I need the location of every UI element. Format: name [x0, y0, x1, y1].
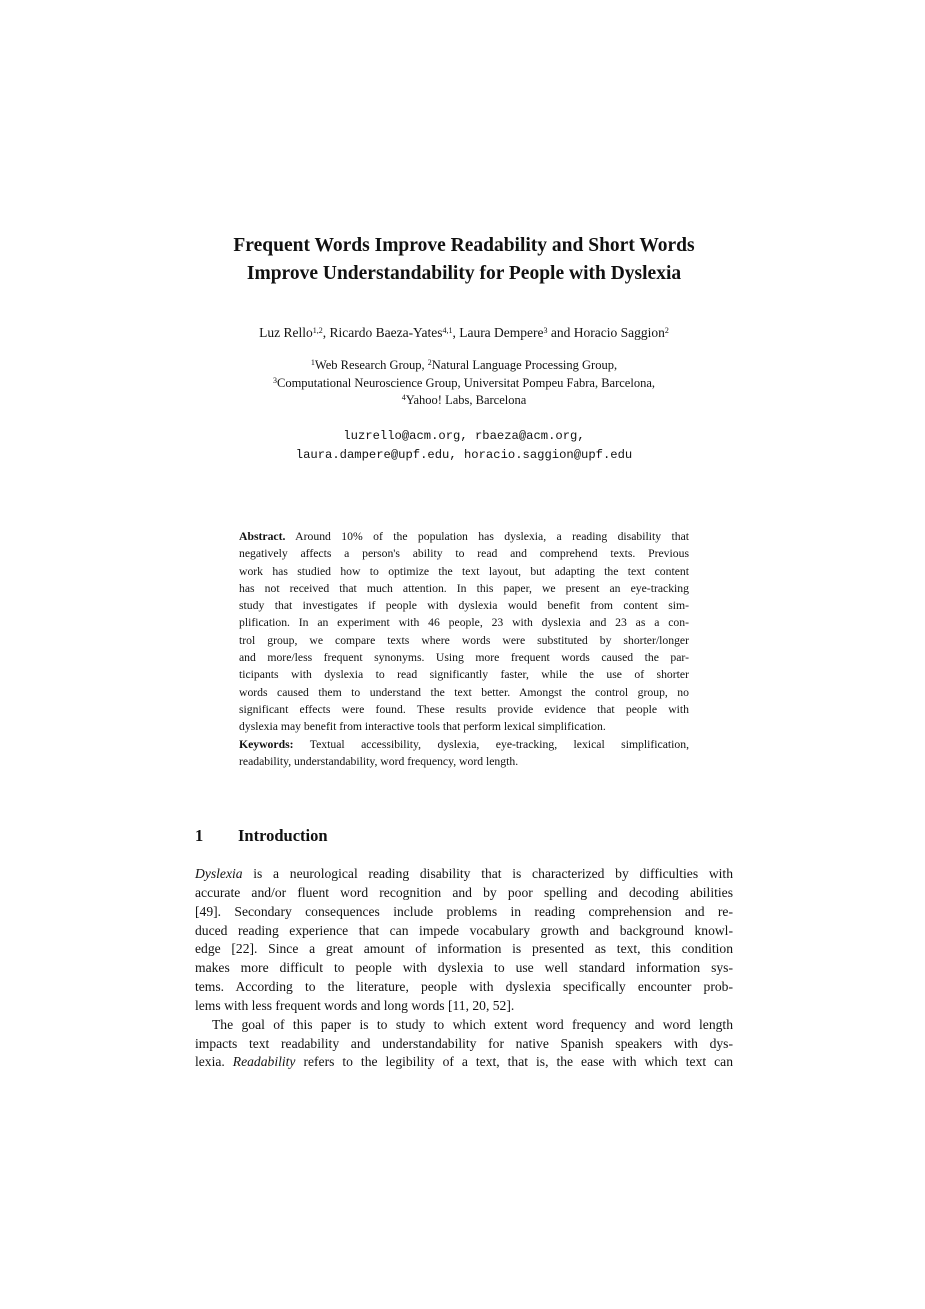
emphasis-term: Dyslexia: [195, 866, 243, 881]
abstract-line: study that investigates if people with dyslexia would benefit from content sim-: [239, 599, 689, 613]
author-separator: and: [547, 325, 574, 340]
affiliation-text: Natural Language Processing Group,: [431, 358, 618, 372]
abstract-line: trol group, we compare texts where words were substituted by shorter/longer: [239, 633, 689, 647]
abstract-line: negatively affects a person's ability to read and comprehend texts. Previous: [239, 547, 689, 561]
abstract-text: Around 10% of the population has dyslexia, a reading disability that: [285, 530, 689, 543]
email-line-1: luzrello@acm.org, rbaeza@acm.org,: [343, 429, 585, 443]
email-line-2: laura.dampere@upf.edu, horacio.saggion@upf.edu: [295, 448, 633, 462]
affiliation-line-3: [150, 392, 778, 410]
author-name: Luz Rello: [259, 325, 313, 340]
keywords-label: Keywords:: [239, 737, 294, 751]
affiliation-marker: 2: [427, 358, 432, 367]
author-separator: ,: [452, 325, 460, 340]
body-text: [195, 865, 733, 1072]
keywords-line: readability, understandability, word frequency, word length.: [239, 754, 519, 768]
affiliation-marker: 1: [310, 358, 315, 367]
body-line: [195, 1053, 733, 1072]
author-affiliation-marker: 4,1: [442, 326, 453, 335]
abstract-line: plification. In an experiment with 46 people, 23 with dyslexia and 23 as a con-: [239, 616, 689, 630]
section-title: Introduction: [238, 826, 328, 845]
body-line-text: refers to the legibility of a text, that is, the ease with which text can: [295, 1054, 733, 1070]
body-line: tems. According to the literature, people with dyslexia specifically encounter prob-: [195, 979, 733, 995]
body-line: The goal of this paper is to study to which extent word frequency and word length: [212, 1016, 733, 1032]
author-affiliation-marker: 3: [543, 326, 548, 335]
affiliation-marker: 3: [272, 375, 277, 385]
keywords-line: [239, 736, 689, 753]
abstract-line: [239, 528, 689, 545]
keywords-text: Textual accessibility, dyslexia, eye-tracking, lexical simplification,: [293, 737, 689, 751]
body-line: lems with less frequent words and long words [11, 20, 52].: [195, 997, 515, 1013]
section-number: 1: [195, 826, 204, 845]
emphasis-term: Readability: [232, 1054, 296, 1070]
section-heading: [195, 825, 328, 847]
abstract: [239, 528, 689, 770]
affiliation-text: Yahoo! Labs, Barcelona: [405, 393, 527, 407]
affiliation-line-1: [150, 357, 778, 375]
abstract-line: and more/less frequent synonyms. Using more frequent words caused the par-: [239, 651, 689, 665]
abstract-label: Abstract.: [239, 530, 286, 543]
body-line: makes more difficult to people with dyslexia to use well standard information sys-: [195, 960, 733, 976]
author-name: Ricardo Baeza-Yates: [329, 325, 443, 340]
title-line-2: Improve Understandability for People with Dyslexia: [246, 263, 682, 284]
author-name: Laura Dempere: [459, 325, 544, 340]
body-line: duced reading experience that can impede vocabulary growth and background knowl-: [195, 922, 733, 938]
affiliation-line-2: [150, 375, 778, 393]
affiliations: [150, 357, 778, 410]
abstract-line: words caused them to understand the text better. Amongst the control group, no: [239, 685, 689, 699]
body-line: [49]. Secondary consequences include problems in reading comprehension and re-: [195, 903, 733, 919]
affiliation-marker: 4: [401, 393, 406, 402]
body-line: impacts text readability and understandability for native Spanish speakers with dys-: [195, 1035, 733, 1051]
abstract-line: ticipants with dyslexia to read significantly faster, while the use of shorter: [239, 668, 689, 682]
author-emails: [150, 427, 778, 465]
author-affiliation-marker: 2: [664, 326, 669, 335]
body-line: edge [22]. Since a great amount of information is presented as text, this condition: [195, 941, 733, 957]
title-line-1: Frequent Words Improve Readability and Short Words: [233, 235, 695, 256]
author-list: [150, 323, 778, 343]
affiliation-text: Web Research Group,: [314, 358, 428, 372]
body-line: [195, 865, 733, 884]
author-affiliation-marker: 1,2: [312, 326, 323, 335]
affiliation-text: Computational Neuroscience Group, Universitat Pompeu Fabra, Barcelona,: [276, 375, 656, 390]
abstract-line: has not received that much attention. In this paper, we present an eye-tracking: [239, 581, 689, 595]
body-line-text: is a neurological reading disability that is characterized by difficulties with: [242, 866, 733, 881]
abstract-line: dyslexia may benefit from interactive tools that perform lexical simplification.: [239, 720, 606, 734]
author-separator: ,: [322, 325, 330, 340]
abstract-line: work has studied how to optimize the text layout, but adapting the text content: [239, 564, 689, 578]
body-line-text: lexia.: [195, 1054, 233, 1070]
author-name: Horacio Saggion: [573, 325, 665, 340]
abstract-line: significant effects were found. These results provide evidence that people with: [239, 702, 689, 716]
body-line: accurate and/or fluent word recognition and by poor spelling and decoding abilities: [195, 884, 733, 900]
paper-title: [150, 232, 778, 288]
